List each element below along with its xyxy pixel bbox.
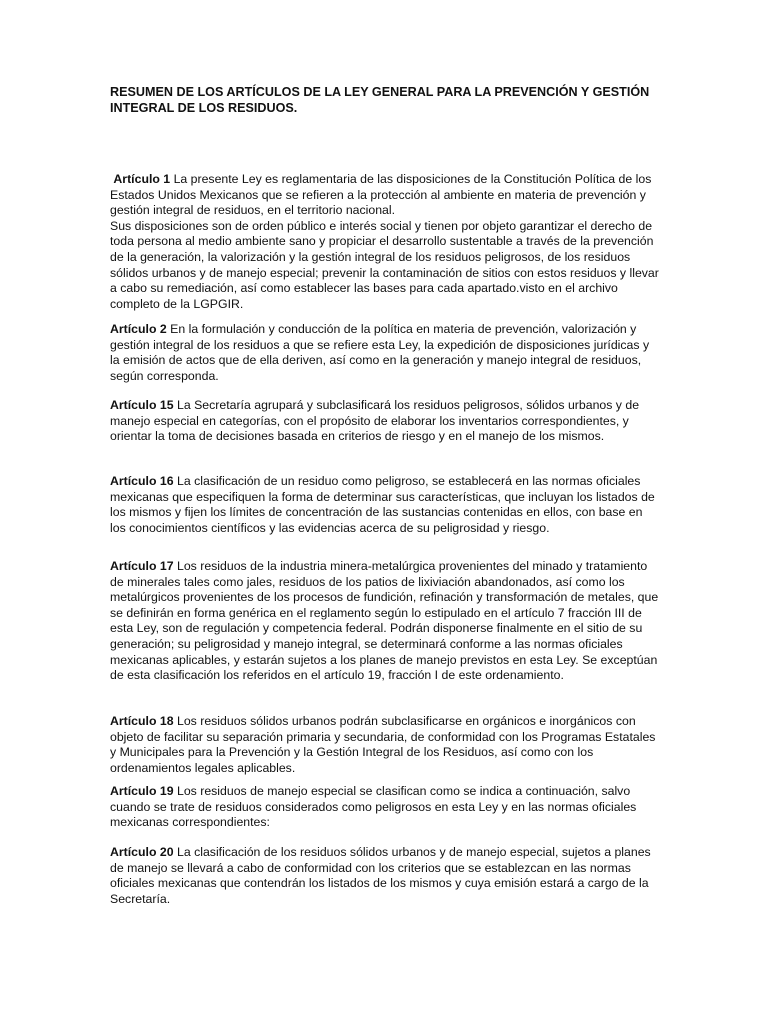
article-number: Artículo 15 xyxy=(110,398,174,412)
article-20 xyxy=(110,845,660,907)
article-text: En la formulación y conducción de la política en materia de prevención, valorización y gestión integral de los residuos a que se refiere esta Ley, la expedición de disposiciones jurídicas y la emisión de actos que de ella deriven, así como en la generación y manejo integral de residuos, según corresponda. xyxy=(110,322,650,383)
article-number: Artículo 17 xyxy=(110,559,174,573)
article-16 xyxy=(110,474,660,536)
article-number: Artículo 18 xyxy=(110,714,174,728)
article-number: Artículo 16 xyxy=(110,474,174,488)
article-text: La clasificación de un residuo como peligroso, se establecerá en las normas oficiales mexicanas que especifiquen la forma de determinar sus características, que incluyan los listados de los mismos y fijen los límites de concentración de las sustancias contenidas en ellos, con base en los conocimientos científicos y las evidencias acerca de su peligrosidad y riesgo. xyxy=(110,474,655,535)
article-text: La Secretaría agrupará y subclasificará los residuos peligrosos, sólidos urbanos y de manejo especial en categorías, con el propósito de elaborar los inventarios correspondientes, y orientar la toma de decisiones basada en criterios de riesgo y en el manejo de los mismos. xyxy=(110,398,640,444)
article-1 xyxy=(110,172,660,312)
article-text: Los residuos de manejo especial se clasifican como se indica a continuación, salvo cuando se trate de residuos considerados como peligrosos en esta Ley y en las normas oficiales mexicanas correspondientes: xyxy=(110,784,637,830)
article-text: Los residuos sólidos urbanos podrán subclasificarse en orgánicos e inorgánicos con objeto de facilitar su separación primaria y secundaria, de conformidad con los Programas Estatales y Municipales para la Prevención y la Gestión Integral de los Residuos, así como con los ordenamientos legales aplicables. xyxy=(110,714,656,775)
article-number: Artículo 2 xyxy=(110,322,167,336)
article-number: Artículo 19 xyxy=(110,784,174,798)
article-text: Los residuos de la industria minera-metalúrgica provenientes del minado y tratamiento de minerales tales como jales, residuos de los patios de lixiviación abandonados, así como los metalúrgicos provenientes de los procesos de fundición, refinación y transformación de metales, que se definirán en forma genérica en el reglamento según lo estipulado en el artículo 7 fracción III de esta Ley, son de regulación y competencia federal. Podrán disponerse finalmente en el sitio de su generación; su peligrosidad y manejo integral, se determinará conforme a las normas oficiales mexicanas aplicables, y estarán sujetos a los planes de manejo previstos en esta Ley. Se exceptúan de esta clasificación los referidos en el artículo 19, fracción I de este ordenamiento. xyxy=(110,559,659,683)
article-18 xyxy=(110,714,660,776)
article-text-continued: Sus disposiciones son de orden público e interés social y tienen por objeto garantizar el derecho de toda persona al medio ambiente sano y propiciar el desarrollo sustentable a través de la prevención de la generación, la valorización y la gestión integral de los residuos peligrosos, de los residuos sólidos urbanos y de manejo especial; prevenir la contaminación de sitios con estos residuos y llevar a cabo su remediación, así como establecer las bases para cada apartado.visto en el archivo completo de la LGPGIR. xyxy=(110,218,659,311)
article-text: La presente Ley es reglamentaria de las disposiciones de la Constitución Política de los Estados Unidos Mexicanos que se refieren a la protección al ambiente en materia de prevención y gestión integral de residuos, en el territorio nacional. xyxy=(110,172,652,218)
article-17 xyxy=(110,559,660,684)
article-number: Artículo 20 xyxy=(110,845,174,859)
article-text: La clasificación de los residuos sólidos urbanos y de manejo especial, sujetos a planes de manejo se llevará a cabo de conformidad con los criterios que se establezcan en las normas oficiales mexicanas que contendrán los listados de los mismos y cuya emisión estará a cargo de la Secretaría. xyxy=(110,845,651,906)
document-title: RESUMEN DE LOS ARTÍCULOS DE LA LEY GENERAL PARA LA PREVENCIÓN Y GESTIÓN INTEGRAL DE LOS RESIDUOS. xyxy=(110,85,650,115)
article-number: Artículo 1 xyxy=(113,172,171,186)
article-15 xyxy=(110,398,660,445)
article-2 xyxy=(110,322,660,384)
article-19 xyxy=(110,784,660,831)
